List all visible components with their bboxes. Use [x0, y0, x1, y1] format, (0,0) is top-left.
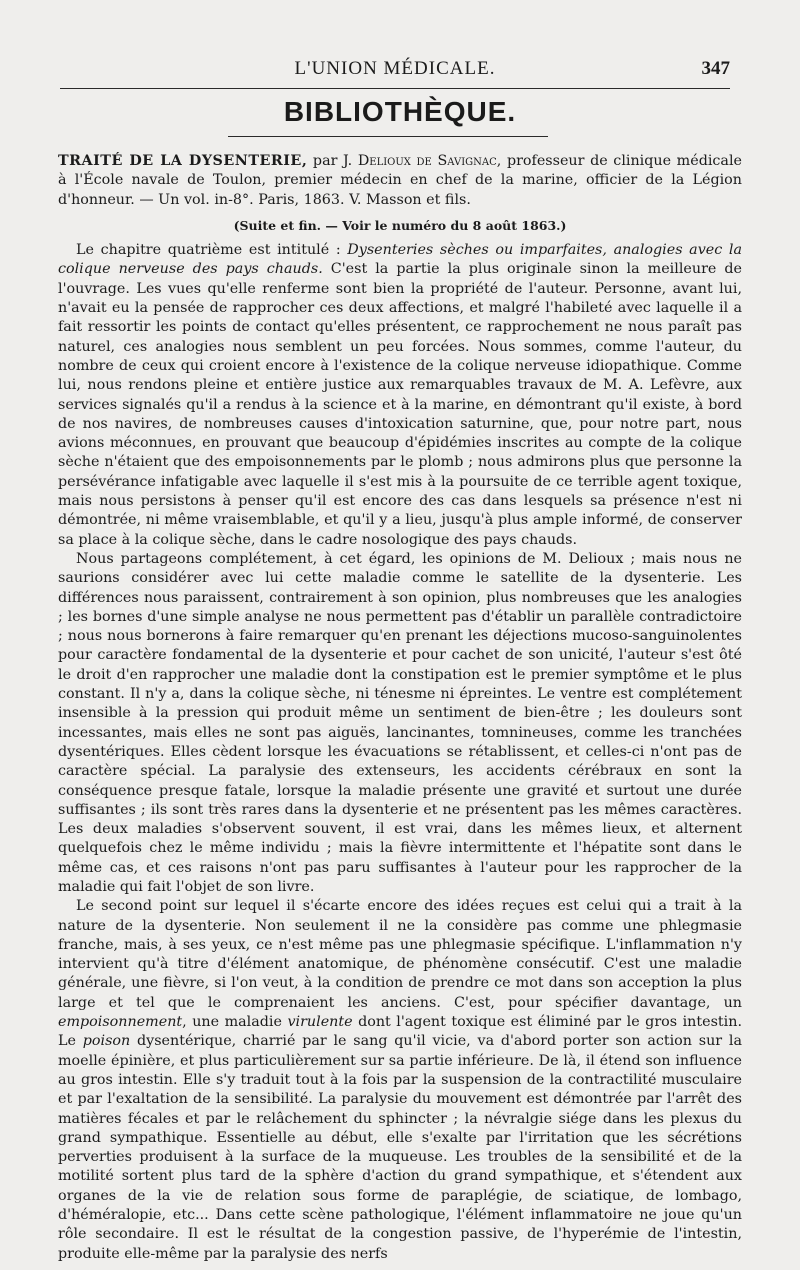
p1-text-c: C'est la partie la plus originale sinon la meilleure de l'ouvrage. Les vues qu'elle renferme sont bien la propriété de l'auteur. Personne, avant lui, n'avait eu la pensée de rapprocher ces deux affections, et malgré l'habileté avec laquelle il a fait ressortir les points de contact qu'elles présentent, ce rapprochement ne nous paraît pas naturel, ces analogies nous semblent un peu forcées. Nous sommes, comme l'auteur, du nombre de ceux qui croient encore à l'existence de la colique nerveuse idiopathique. Comme lui, nous rendons pleine et entière justice aux remarquables travaux de M. A. Lefèvre, aux services signalés qu'il a rendus à la science et à la marine, en démontrant qu'il existe, à bord de nos navires, de nombreuses causes d'intoxication saturnine, que, pour notre part, nous avions méconnues, en prouvant que beaucoup d'épidémies inscrites au compte de la colique sèche n'étaient que des empoisonnements par le plomb ; nous admirons plus que personne la persévérance infatigable avec laquelle il s'est mis à la poursuite de ce terrible agent toxique, mais nous persistons à penser qu'il est encore des cas dans lesquels sa présence n'est ni démontrée, ni même vraisemblable, et qu'il y a lieu, jusqu'à plus ample informé, de conserver sa place à la colique sèche, dans le cadre nosologique des pays chauds. — [58, 261, 743, 548]
book-reference — [58, 152, 742, 210]
p3-term-virulente: virulente — [287, 1014, 353, 1031]
article-body — [58, 152, 742, 1264]
continuation-note: (Suite et fin. — Voir le numéro du 8 août 1863.) — [233, 217, 567, 233]
book-title: TRAITÉ DE LA DYSENTERIE, — [58, 153, 308, 169]
header-rule — [60, 88, 730, 89]
p3-term-empoisonnement: empoisonnement — [58, 1014, 183, 1031]
p3-text-c: , une maladie — [182, 1014, 288, 1031]
section-title: BIBLIOTHÈQUE. — [283, 96, 517, 127]
p3-text-a: Le second point sur lequel il s'écarte encore des idées reçues est celui qui a trait à la nature de la dysenterie. Non seulement il ne la considère pas comme une phlegmasie franche, mais, à ses yeux, ce n'est même pas une phlegmasie spécifique. L'inflammation n'y intervient qu'à titre d'élément anatomique, de phénomène consécutif. C'est une maladie générale, une fièvre, si l'on veut, à la condition de prendre ce mot dans son acception la plus large et tel que le comprenaient les anciens. C'est, pour spécifier davantage, un — [58, 898, 742, 1011]
paragraph-1 — [58, 241, 742, 550]
book-details: , professeur de clinique médicale à l'École navale de Toulon, premier médecin en chef de la marine, officier de la Légion d'honneur. — Un vol. in-8°. Paris, 1863. V. Masson et fils. — [58, 153, 742, 208]
p1-text-a: Le chapitre quatrième est intitulé : — [76, 242, 348, 259]
paragraph-2: Nous partageons complétement, à cet égard, les opinions de M. Delioux ; mais nous ne saurions considérer avec lui cette maladie comme le satellite de la dysenterie. Les différences nous paraissent, contrairement à son opinion, plus nombreuses que les analogies ; les bornes d'une simple analyse ne nous permettent pas d'établir un parallèle contradictoire ; nous nous bornerons à faire remarquer qu'en prenant les déjections mucoso-sanguinolentes pour caractère fondamental de la dysenterie et pour cachet de son unicité, l'auteur s'est ôté le droit d'en rapprocher une maladie dont la constipation est le premier symptôme et le plus constant. Il n'y a, dans la colique sèche, ni ténesme ni épreintes. Le ventre est complétement insensible à la pression qui produit même un sentiment de bien-être ; les douleurs sont incessantes, mais elles ne sont pas aiguës, lancinantes, tomnineuses, comme les tranchées dysentériques. Elles cèdent lorsque les évacuations se rétablissent, et celles-ci n'ont pas de caractère spécial. La paralysie des extenseurs, les accidents cérébraux en sont la conséquence presque fatale, lorsque la maladie présente une gravité et surtout une durée suffisantes ; ils sont très rares dans la dysenterie et ne présentent pas les mêmes caractères. Les deux maladies s'observent souvent, il est vrai, dans les mêmes lieux, et alternent quelquefois chez le même individu ; mais la fièvre intermittente et l'hépatite sont dans le même cas, et ces raisons n'ont pas paru suffisantes à l'auteur pour les rapprocher de la maladie qui fait l'objet de son livre. — [58, 550, 742, 895]
book-author: J. Delioux de Savignac — [343, 153, 497, 169]
page-number: 347 — [701, 58, 730, 79]
book-by: par — [307, 153, 344, 169]
p3-text-e: dont l'agent toxique est éliminé par le gros intestin. Le — [58, 1014, 742, 1050]
p3-text-g: dysentérique, charrié par le sang qu'il vicie, va d'abord porter son action sur la moelle épinière, et plus particulièrement sur sa partie inférieure. De là, il étend son influence au gros intestin. Elle s'y traduit tout à la fois par la suspension de la contractilité musculaire et par l'exaltation de la sensibilité. La paralysie du mouvement est démontrée par l'arrêt des matières fécales et par le relâchement du sphincter ; la névralgie siége dans les plexus du grand sympathique. Essentielle au début, elle s'exalte par l'irritation que les sécrétions perverties produisent à la surface de la muqueuse. Les troubles de la sensibilité et de la motilité sortent plus tard de la sphère d'action du grand sympathique, et s'étendent aux organes de la vie de relation sous forme de paraplégie, de sciatique, de lombago, d'héméralopie, etc... Dans cette scène pathologique, l'élément inflammatoire ne joue qu'un rôle secondaire. Il est le résultat de la congestion passive, de l'hyperémie de l'intestin, produite elle-même par la paralysie des nerfs — [58, 1033, 743, 1262]
p3-term-poison: poison — [82, 1033, 131, 1050]
title-rule — [228, 136, 548, 137]
page-header — [60, 56, 730, 84]
running-title: L'UNION MÉDICALE. — [294, 58, 496, 79]
p1-chapter-title: Dysenteries sèches ou imparfaites, analogies avec la colique nerveuse des pays chauds. — [58, 242, 742, 278]
paragraph-3 — [58, 897, 742, 1264]
